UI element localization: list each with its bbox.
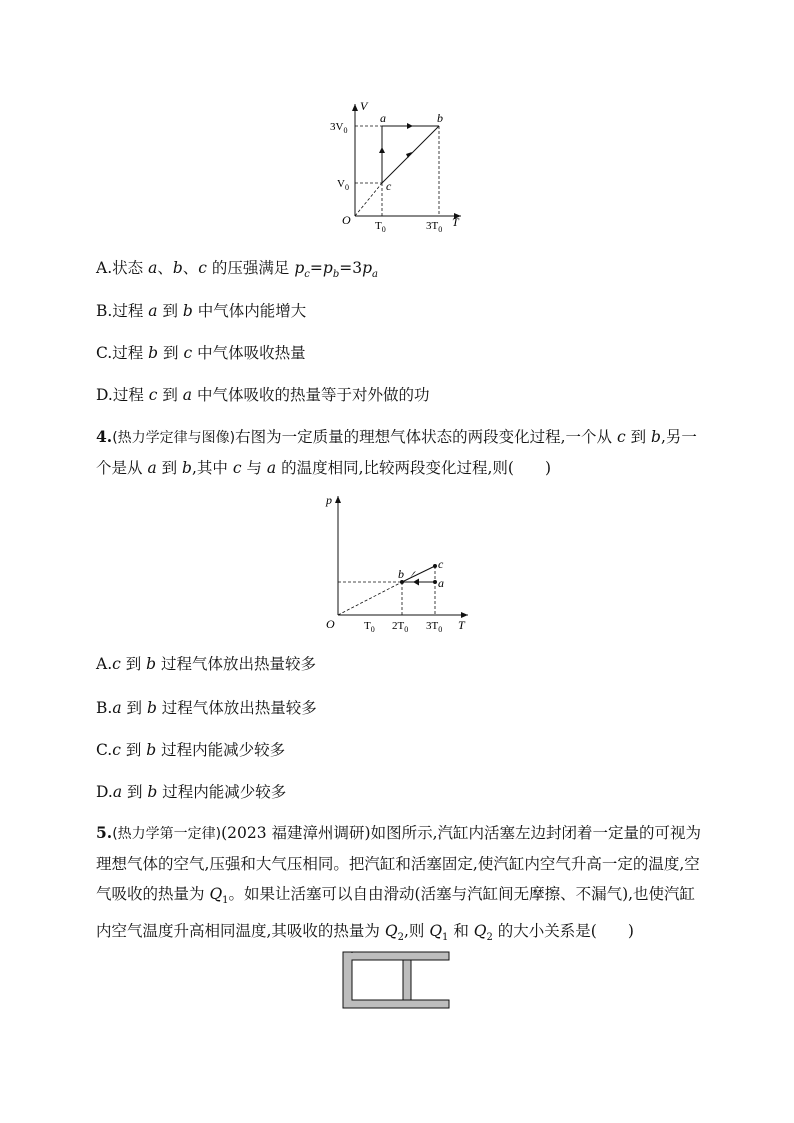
q4-option-a: A.c 到 b 过程气体放出热量较多 xyxy=(96,655,317,673)
tick-3t0: $3T_0$ xyxy=(426,620,443,634)
piston xyxy=(403,960,411,1000)
q4-option-b: B.a 到 b 过程气体放出热量较多 xyxy=(96,699,317,717)
q3-option-c: C.过程 b 到 c 中气体吸收热量 xyxy=(96,344,306,362)
tick-t0: $T_0$ xyxy=(364,620,375,634)
t-axis-label: T xyxy=(458,618,465,632)
point-b-label: b xyxy=(437,111,443,125)
tick-3t0: $3T_0$ xyxy=(426,220,443,234)
tick-2t0: $2T_0$ xyxy=(392,620,409,634)
origin-label: O xyxy=(342,213,351,227)
v-axis-label: V xyxy=(360,99,368,113)
q4-option-d: D.a 到 b 过程内能减少较多 xyxy=(96,783,287,801)
tick-v0: $V_0$ xyxy=(337,178,349,192)
t-axis-label: T xyxy=(452,215,459,229)
q3-option-b: B.过程 a 到 b 中气体内能增大 xyxy=(96,302,307,320)
q3-option-d: D.过程 c 到 a 中气体吸收的热量等于对外做的功 xyxy=(96,386,430,404)
pt-graph xyxy=(316,490,476,636)
process-bc xyxy=(382,126,439,183)
tick-t0: $T_0$ xyxy=(375,220,386,234)
point-a-label: a xyxy=(380,111,386,125)
q4-option-c: C.c 到 b 过程内能减少较多 xyxy=(96,741,286,759)
p-axis-label: p xyxy=(326,493,332,507)
q3-option-a: A.状态 a、b、c 的压强满足 $p_c=p_b=3p_a$ xyxy=(96,259,378,281)
vt-graph xyxy=(320,98,470,236)
origin-label: O xyxy=(326,617,335,631)
q4-stem: 4.(热力学定律与图像)右图为一定质量的理想气体状态的两段变化过程,一个从 c 到 b,另一个是从 a 到 b,其中 c 与 a 的温度相同,比较两段变化过程,则( ) xyxy=(96,427,697,477)
point-c-label: c xyxy=(438,557,444,571)
point-c-label: c xyxy=(386,179,392,193)
q5-stem: 5.(热力学第一定律)(2023 福建漳州调研)如图所示,汽缸内活塞左边封闭着一定量的可视为理想气体的空气,压强和大气压相同。把汽缸和活塞固定,使汽缸内空气升高一定的温度,空气吸收的热量为 $Q_1$。如果让活塞可以自由滑动(活塞与汽缸间无摩擦、不漏气),也使汽缸内空气温度升高相同温度,其吸收的热量为 $Q_2$,则 $Q_1$ 和 $Q_2$ 的大小关系是( ) xyxy=(96,823,702,944)
point-b-label: b xyxy=(398,567,404,581)
cylinder-piston-figure xyxy=(340,950,454,1012)
tick-3v0: $3V_0$ xyxy=(330,121,348,135)
point-a-label: a xyxy=(438,576,444,590)
